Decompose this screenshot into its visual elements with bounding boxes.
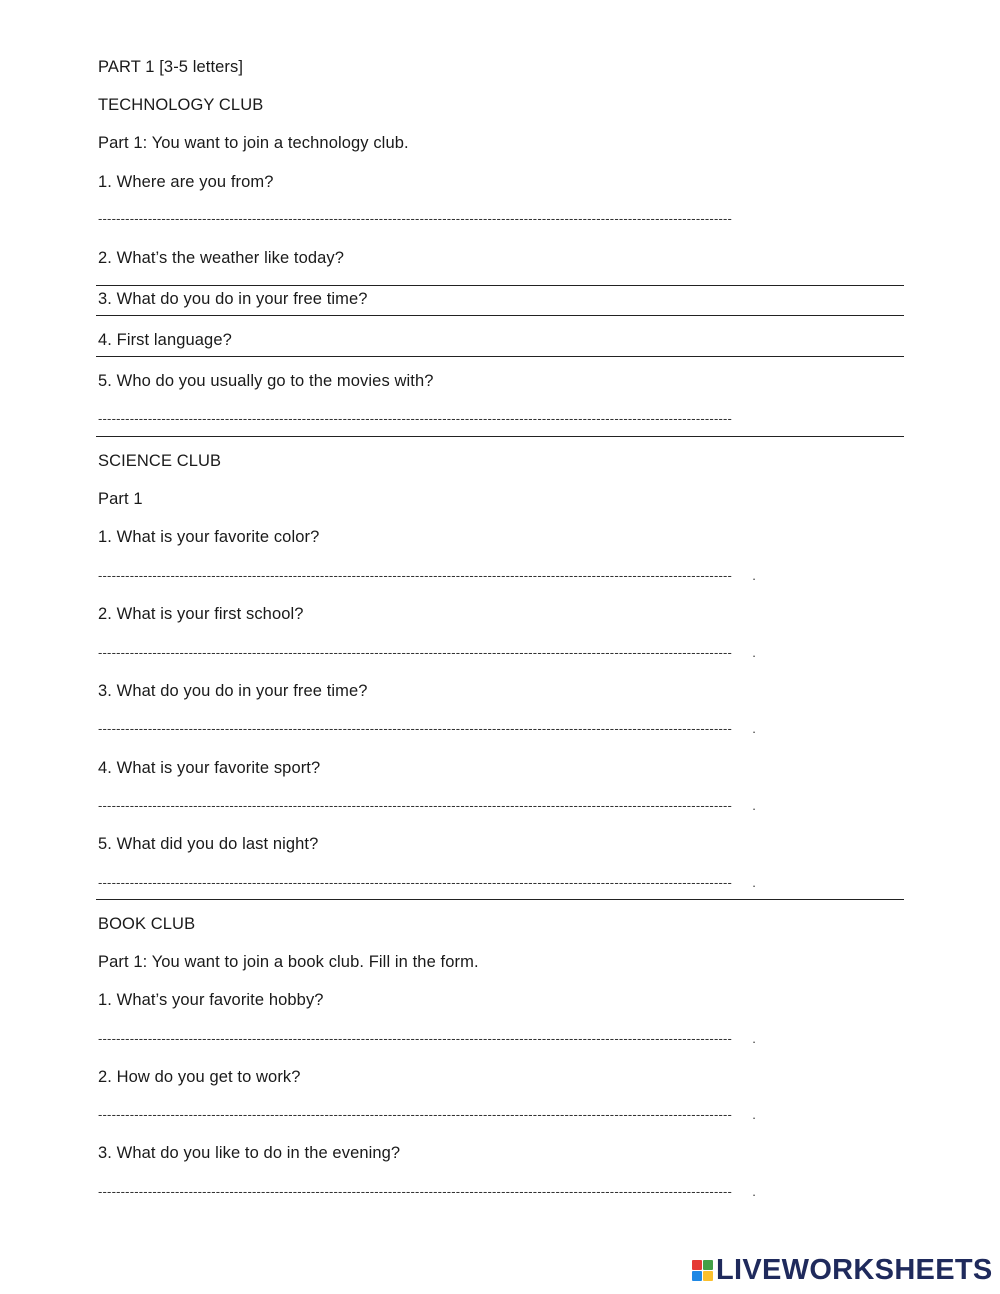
book-answer-1[interactable] <box>98 1029 748 1047</box>
page-heading: PART 1 [3-5 letters] <box>98 58 244 76</box>
book-question-1: 1. What’s your favorite hobby? <box>98 991 324 1009</box>
science-question-3: 3. What do you do in your free time? <box>98 682 368 700</box>
section-divider <box>96 436 904 437</box>
answer-line-dashed: -------------------------------------------------------------------------------------------------------------------------------------------- . <box>98 876 756 890</box>
science-answer-5[interactable] <box>98 873 748 891</box>
logo-text: LIVEWORKSHEETS <box>716 1254 993 1286</box>
science-question-4: 4. What is your favorite sport? <box>98 759 321 777</box>
answer-line-dashed: -------------------------------------------------------------------------------------------------------------------------------------------- <box>98 412 733 426</box>
answer-line-dashed: -------------------------------------------------------------------------------------------------------------------------------------------- <box>98 212 733 226</box>
answer-line-dashed: -------------------------------------------------------------------------------------------------------------------------------------------- . <box>98 722 756 736</box>
science-question-5: 5. What did you do last night? <box>98 835 319 853</box>
answer-line-dashed: -------------------------------------------------------------------------------------------------------------------------------------------- . <box>98 646 756 660</box>
science-question-1: 1. What is your favorite color? <box>98 528 320 546</box>
technology-answer-1[interactable] <box>98 210 748 228</box>
logo-mark-icon <box>692 1260 713 1281</box>
book-answer-2[interactable] <box>98 1105 748 1123</box>
science-club-title: SCIENCE CLUB <box>98 452 222 470</box>
book-question-3: 3. What do you like to do in the evening? <box>98 1144 401 1162</box>
technology-answer-4[interactable] <box>260 337 890 355</box>
technology-club-intro: Part 1: You want to join a technology club. <box>98 134 409 152</box>
answer-rule <box>96 356 904 357</box>
technology-question-3: 3. What do you do in your free time? <box>98 290 368 308</box>
book-club-intro: Part 1: You want to join a book club. Fill in the form. <box>98 953 479 971</box>
book-answer-3[interactable] <box>98 1182 748 1200</box>
answer-rule <box>96 285 904 286</box>
answer-line-dashed: -------------------------------------------------------------------------------------------------------------------------------------------- . <box>98 1032 756 1046</box>
science-answer-2[interactable] <box>98 643 748 661</box>
answer-line-dashed: -------------------------------------------------------------------------------------------------------------------------------------------- . <box>98 1108 756 1122</box>
science-answer-3[interactable] <box>98 719 748 737</box>
science-question-2: 2. What is your first school? <box>98 605 304 623</box>
technology-club-title: TECHNOLOGY CLUB <box>98 96 264 114</box>
technology-question-5: 5. Who do you usually go to the movies with? <box>98 372 434 390</box>
science-club-intro: Part 1 <box>98 490 143 508</box>
technology-answer-2[interactable] <box>98 266 748 284</box>
technology-answer-5[interactable] <box>98 410 748 428</box>
science-answer-4[interactable] <box>98 796 748 814</box>
answer-line-dashed: -------------------------------------------------------------------------------------------------------------------------------------------- . <box>98 799 756 813</box>
book-club-title: BOOK CLUB <box>98 915 196 933</box>
science-answer-1[interactable] <box>98 566 748 584</box>
technology-question-2: 2. What’s the weather like today? <box>98 249 345 267</box>
technology-answer-3[interactable] <box>420 296 890 314</box>
answer-rule <box>96 315 904 316</box>
section-divider <box>96 899 904 900</box>
technology-question-1: 1. Where are you from? <box>98 173 274 191</box>
answer-line-dashed: -------------------------------------------------------------------------------------------------------------------------------------------- . <box>98 569 756 583</box>
answer-line-dashed: -------------------------------------------------------------------------------------------------------------------------------------------- . <box>98 1185 756 1199</box>
book-question-2: 2. How do you get to work? <box>98 1068 301 1086</box>
liveworksheets-logo <box>692 1255 993 1285</box>
technology-question-4: 4. First language? <box>98 331 232 349</box>
